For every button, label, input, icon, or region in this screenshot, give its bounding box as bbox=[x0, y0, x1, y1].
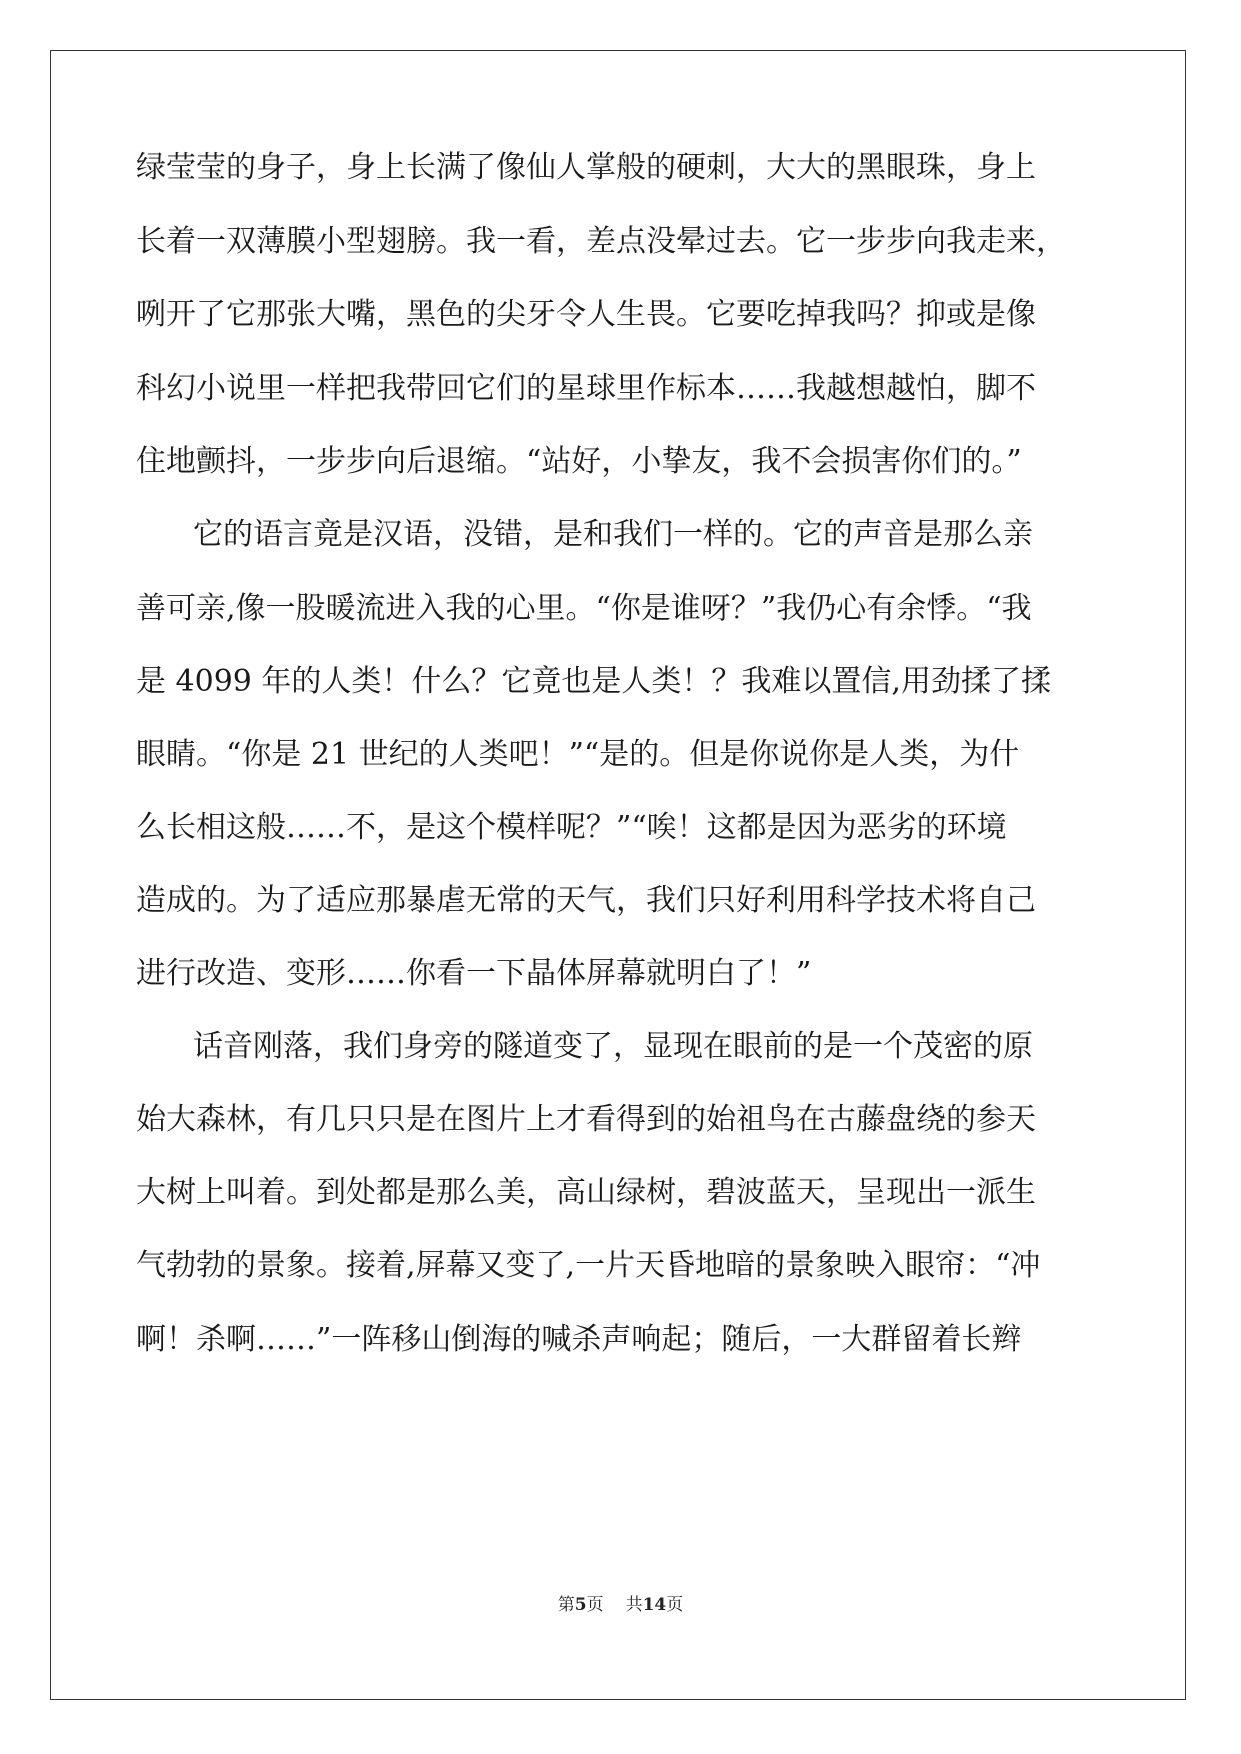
text-line: 大树上叫着。到处都是那么美，高山绿树，碧波蓝天，呈现出一派生 bbox=[136, 1175, 1036, 1210]
page-number-prefix: 第 bbox=[557, 1595, 575, 1615]
total-pages-suffix: 页 bbox=[666, 1595, 684, 1615]
total-pages-prefix: 共 bbox=[625, 1595, 643, 1615]
text-line: 话音刚落，我们身旁的隧道变了，显现在眼前的是一个茂密的原 bbox=[193, 1029, 1033, 1064]
text-line: 科幻小说里一样把我带回它们的星球里作标本……我越想越怕，脚不 bbox=[136, 371, 1036, 406]
text-line: 造成的。为了适应那暴虐无常的天气，我们只好利用科学技术将自己 bbox=[136, 883, 1036, 918]
page-number-suffix: 页 bbox=[586, 1595, 604, 1615]
text-line: 么长相这般……不，是这个模样呢？”“唉！这都是因为恶劣的环境 bbox=[136, 810, 1007, 845]
text-line: 眼睛。“你是 21 世纪的人类吧！”“是的。但是你说你是人类，为什 bbox=[136, 737, 1020, 772]
text-line: 气勃勃的景象。接着,屏幕又变了,一片天昏地暗的景象映入眼帘：“冲 bbox=[136, 1248, 1041, 1283]
text-line: 是 4099 年的人类！什么？它竟也是人类！？我难以置信,用劲揉了揉 bbox=[136, 664, 1051, 699]
text-line: 长着一双薄膜小型翅膀。我一看，差点没晕过去。它一步步向我走来， bbox=[136, 224, 1066, 259]
text-line: 始大森林，有几只只是在图片上才看得到的始祖鸟在古藤盘绕的参天 bbox=[136, 1102, 1036, 1137]
text-line: 咧开了它那张大嘴，黑色的尖牙令人生畏。它要吃掉我吗？抑或是像 bbox=[136, 297, 1036, 332]
page-footer bbox=[0, 1594, 1241, 1616]
text-line: 住地颤抖，一步步向后退缩。“站好，小挚友，我不会损害你们的。” bbox=[136, 444, 1022, 479]
text-line: 它的语言竟是汉语，没错，是和我们一样的。它的声音是那么亲 bbox=[193, 517, 1033, 552]
page-number: 5 bbox=[574, 1595, 587, 1615]
text-line: 啊！杀啊……”一阵移山倒海的喊杀声响起；随后，一大群留着长辫 bbox=[136, 1322, 1022, 1357]
text-line: 进行改造、变形……你看一下晶体屏幕就明白了！” bbox=[136, 956, 812, 991]
text-line: 善可亲,像一股暖流进入我的心里。“你是谁呀？”我仍心有余悸。“我 bbox=[136, 591, 1032, 626]
total-pages: 14 bbox=[642, 1595, 667, 1615]
text-line: 绿莹莹的身子，身上长满了像仙人掌般的硬刺，大大的黑眼珠，身上 bbox=[136, 150, 1036, 185]
